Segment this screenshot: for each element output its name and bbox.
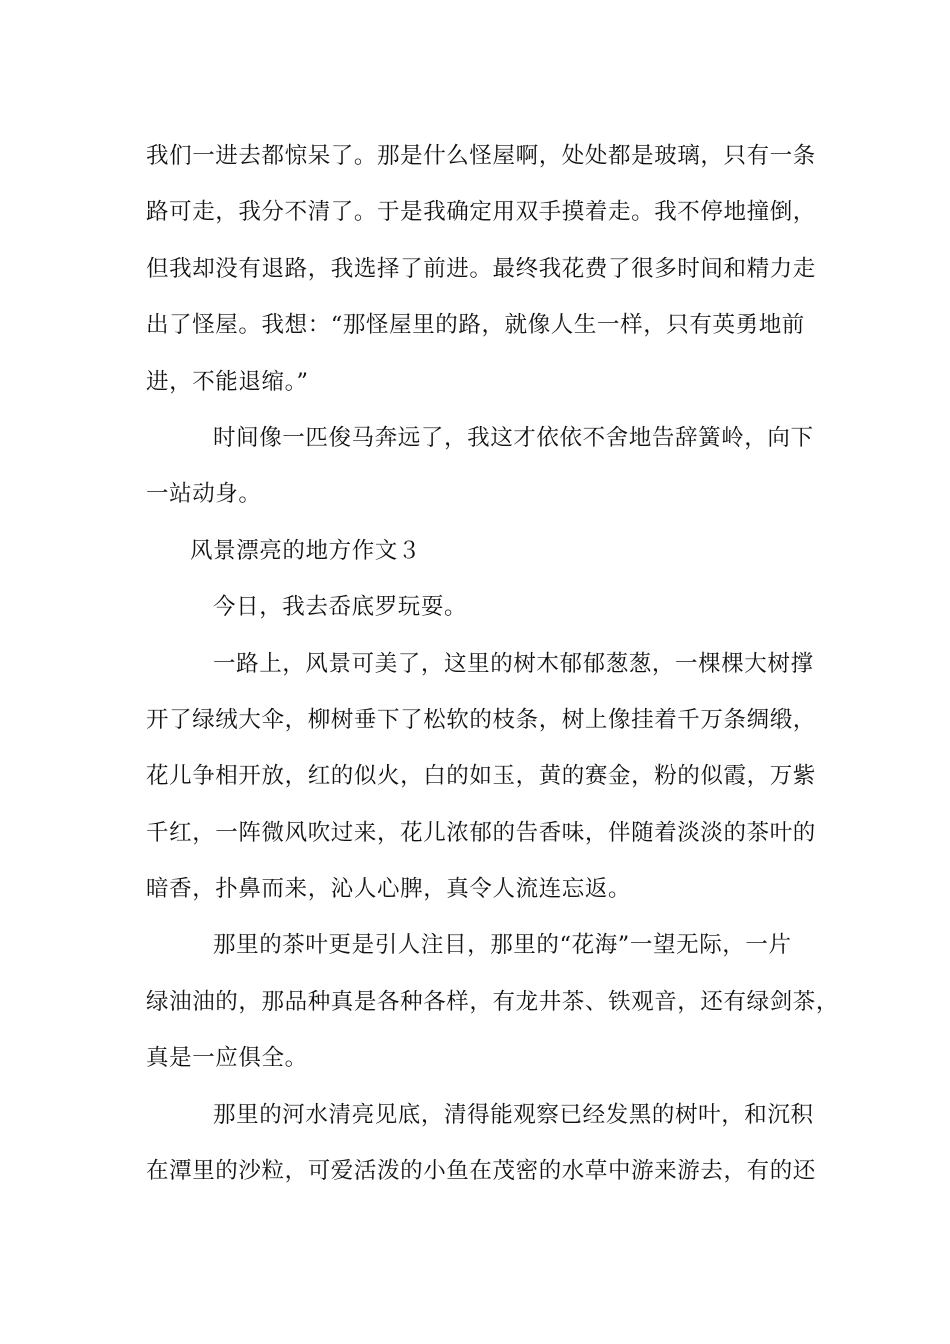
text-line: 出了怪屋。我想：“那怪屋里的路，就像人生一样，只有英勇地前 <box>146 312 805 339</box>
essay-body <box>146 128 840 1199</box>
text-line: 在潭里的沙粒，可爱活泼的小鱼在茂密的水草中游来游去，有的还 <box>146 1158 816 1185</box>
text-line: 千红，一阵微风吹过来，花儿浓郁的告香味，伴随着淡淡的茶叶的 <box>146 819 816 846</box>
text-line: 绿油油的，那品种真是各种各样，有龙井茶、铁观音，还有绿剑茶， <box>146 988 840 1015</box>
text-line: 开了绿绒大伞，柳树垂下了松软的枝条，树上像挂着千万条绸缎， <box>146 706 816 733</box>
paragraph-first-line: 一路上，风景可美了，这里的树木郁郁葱葱，一棵棵大树撑 <box>213 650 814 677</box>
text-line: 我们一进去都惊呆了。那是什么怪屋啊，处处都是玻璃，只有一条 <box>146 143 816 169</box>
text-line: 花儿争相开放，红的似火，白的如玉，黄的赛金，粉的似霞，万紫 <box>146 763 816 790</box>
text-line: 真是一应俱全。 <box>146 1045 308 1072</box>
paragraph-first-line: 那里的河水清亮见底，清得能观察已经发黑的树叶，和沉积 <box>213 1101 814 1128</box>
paragraph-first-line: 今日，我去岙底罗玩耍。 <box>213 594 468 621</box>
text-line: 一站动身。 <box>146 481 262 508</box>
text-line: 但我却没有退路，我选择了前进。最终我花费了很多时间和精力走 <box>146 255 816 282</box>
paragraph-first-line: 时间像一匹俊马奔远了，我这才依依不舍地告辞簧岭，向下 <box>213 424 814 451</box>
text-line: 路可走，我分不清了。于是我确定用双手摸着走。我不停地撞倒， <box>146 199 816 226</box>
text-line: 进，不能退缩。” <box>146 368 309 395</box>
paragraph-first-line: 那里的茶叶更是引人注目，那里的“花海”一望无际，一片 <box>213 932 792 959</box>
section-heading: 风景漂亮的地方作文３ <box>190 537 422 564</box>
text-line: 暗香，扑鼻而来，沁人心脾，真令人流连忘返。 <box>146 876 632 903</box>
